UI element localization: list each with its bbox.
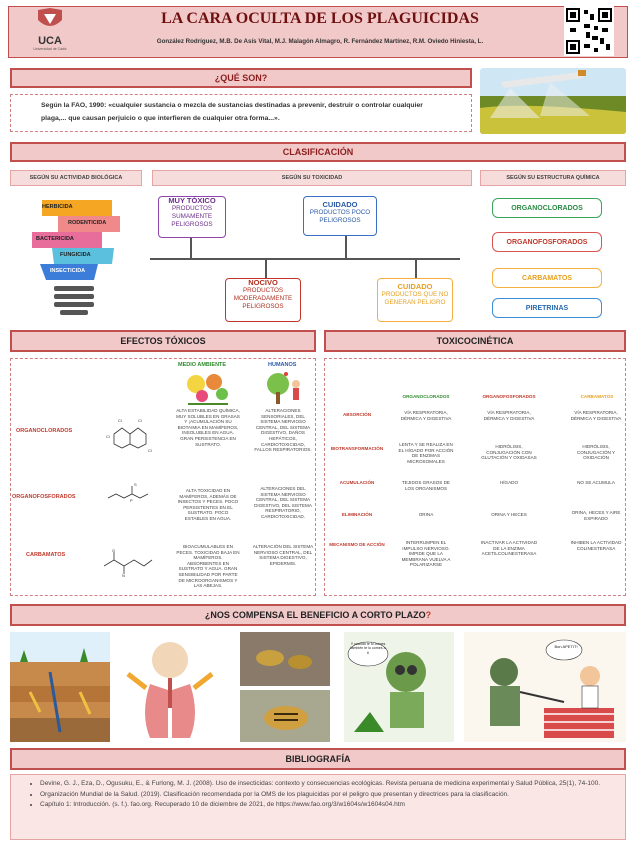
tk-row-name-2: BIOTRANSFORMACIÓN: [330, 446, 384, 451]
tox-muy-toxico-text: PRODUCTOS SUMAMENTE PELIGROSOS: [171, 205, 213, 228]
efectos-humanos-1: ALTERACIONES SENSORIALES, DEL SISTEMA NERVIOSO CENTRAL, DEL SISTEMA DIGESTIVO, DAÑOS HEPÁTICOS, CARDIOTOXICIDAD, FALLOS RESPIRATORIOS.: [254, 408, 312, 453]
tk-cell-4-2: ORINA Y HECES: [491, 512, 527, 517]
efectos-col-humanos: HUMANOS: [268, 362, 297, 368]
actividad-rodenticida: RODENTICIDA: [68, 220, 107, 226]
que-son-box: [10, 94, 472, 132]
actividad-insecticida: INSECTICIDA: [50, 268, 86, 274]
restaurant-spray-cartoon: [464, 632, 626, 742]
comic-bubble-text-1: Y cuando te lo comes también te lo comes a ti: [350, 642, 386, 655]
que-son-banner: [10, 68, 472, 88]
tox-cuidado-2-text: PRODUCTOS QUE NO GENERAN PELIGRO: [381, 291, 449, 306]
toxicity-tick-2: [345, 236, 347, 258]
tk-row-name-5: MECANISMO DE ACCIÓN: [329, 542, 385, 547]
efectos-banner: [10, 330, 316, 352]
tk-cell-2-3: HIDRÓLISIS, CONJUGACIÓN Y OXIDACIÓN: [576, 444, 616, 461]
tk-cell-5-2: INACTIVAR LA ACTIVIDAD DE LA ENZIMA ACETILCOLINESTERASA: [480, 540, 538, 557]
tox-cuidado-2: [377, 278, 453, 322]
svg-text:O: O: [112, 548, 116, 553]
svg-text:Cl: Cl: [118, 418, 122, 423]
university-logo: [28, 6, 72, 56]
sub-estructura: SEGÚN SU ESTRUCTURA QUÍMICA: [480, 170, 626, 186]
tk-col-2: ORGANOFOSFORADOS: [482, 394, 536, 399]
estructura-carbamatos: CARBAMATOS: [492, 268, 602, 288]
tk-cell-4-3: ORINA, HECES Y AIRE EXPIRADO: [571, 510, 621, 521]
molecule-organofosforados-icon: [104, 482, 154, 512]
tox-nocivo: [225, 278, 301, 322]
efectos-humanos-3: ALTERACIÓN DEL SISTEMA NERVIOSO CENTRAL, DEL SISTEMA DIGESTIVO, EPIDERMIS.: [252, 544, 314, 566]
efectos-row-name-2: ORGANOFOSFORADOS: [12, 494, 76, 500]
compensa-title: ¿NOS COMPENSA EL BENEFICIO A CORTO PLAZO: [204, 610, 426, 620]
logo-text: UCA: [38, 35, 62, 47]
clasificacion-banner: [10, 142, 626, 162]
toxicocinetica-title: TOXICOCINÉTICA: [436, 336, 514, 346]
environment-cartoon: [182, 370, 234, 406]
lungs-image: [120, 634, 220, 744]
tk-cell-3-2: HÍGADO: [499, 480, 519, 485]
tk-cell-5-3: INHIBEN LA ACTIVIDAD COLINESTERASA: [570, 540, 622, 551]
estructura-organoclorados: ORGANOCLORADOS: [492, 198, 602, 218]
tk-cell-3-1: TEJIDOS GRASOS DE LOS ORGANISMOS: [402, 480, 450, 491]
tk-cell-4-1: ORINA: [418, 512, 434, 517]
authors: González Rodríguez, M.B. De Asís Vital, M.J. Malagón Almagro, R. Fernández Martínez, R.M. Oviedo Hiniesta, L.: [156, 38, 484, 45]
tk-cell-1-2: VÍA RESPIRATORIA, DÉRMICA Y DIGESTIVA: [483, 410, 535, 421]
estructura-organofosforados: ORGANOFOSFORADOS: [492, 232, 602, 252]
sub-toxicidad: SEGÚN SU TOXICIDAD: [152, 170, 472, 186]
svg-text:Cl: Cl: [138, 418, 142, 423]
page-title: LA CARA OCULTA DE LOS PLAGUICIDAS: [161, 10, 479, 27]
crest-icon: [28, 6, 72, 32]
bibliografia-item-3: • Capítulo 1: Introducción. (s. f.). fao.org. Recuperado 10 de diciembre de 2021, de https://www.fao.org/3/w1604s/w1604s04.htm: [40, 801, 616, 810]
bibliografia-list: [22, 780, 616, 810]
que-son-text: Según la FAO, 1990: «cualquier sustancia o mezcla de sustancias destinadas a prevenir, destruir o controlar cualquier plaga,... que causan perjuicio o que interfieren de cualquier otra forma...».: [41, 102, 423, 122]
toxicity-tick-3: [265, 258, 267, 278]
tk-row-name-1: ABSORCIÓN: [342, 412, 372, 417]
tox-cuidado-2-title: CUIDADO: [397, 282, 433, 291]
tk-col-1: ORGANOCLORADOS: [402, 394, 450, 399]
crop-spraying-image: [480, 68, 626, 134]
bibliografia-item-1: • Devine, G. J., Eza, D., Ogusuku, E., & Furlong, M. J. (2008). Uso de insecticidas: contexto y consecuencias ecológicas. Revista peruana de medicina experimental y Salud Pública, 25(1), 74-100.: [40, 780, 616, 789]
svg-text:S: S: [134, 482, 137, 487]
tox-cuidado-1-title: CUIDADO: [322, 200, 358, 209]
toxicocinetica-banner: [324, 330, 626, 352]
molecule-carbamatos-icon: [100, 548, 156, 578]
compensa-banner: [10, 604, 626, 626]
tox-cuidado-1-text: PRODUCTOS POCO PELIGROSOS: [309, 209, 371, 224]
actividad-herbicida: HERBICIDA: [42, 204, 73, 210]
svg-text:P: P: [130, 498, 133, 503]
svg-text:Cl: Cl: [148, 448, 152, 453]
human-cartoon: [262, 370, 310, 406]
qr-code-icon: [564, 6, 614, 56]
tk-cell-5-1: INTERRUMPEN EL IMPULSO NERVIOSO. IMPIDE QUE LA MEMBRANA VUELVA A POLARIZARSE: [401, 540, 451, 568]
efectos-medio-1: ALTA ESTABILIDAD QUÍMICA, MUY SOLUBLES EN GRASAS Y ¡ACUMULACIÓN SU BIOTA!MIA EN MAMÍFEROS, INSOLUBLES EN AGUA. GRAN PERSISTENCIA EN SUSTRATO.: [176, 408, 240, 447]
soil-contamination-image: [10, 632, 110, 742]
tox-muy-toxico-title: MUY TÓXICO: [168, 196, 216, 205]
bibliografia-title: BIBLIOGRAFÍA: [285, 754, 351, 764]
sub-actividad: SEGÚN SU ACTIVIDAD BIOLÓGICA: [10, 170, 142, 186]
compensa-title-q: ?: [425, 610, 432, 620]
actividad-bactericida: BACTERICIDA: [36, 236, 74, 242]
tk-row-name-3: ACUMULACIÓN: [339, 480, 375, 485]
efectos-title: EFECTOS TÓXICOS: [120, 336, 206, 346]
toxicity-tick-4: [415, 258, 417, 278]
tox-cuidado-1: [303, 196, 377, 236]
efectos-row-name-3: CARBAMATOS: [26, 552, 66, 558]
logo-subtext: Universidad de Cádiz: [33, 47, 67, 51]
tox-muy-toxico: [158, 196, 226, 238]
molecule-organoclorados-icon: [104, 412, 154, 456]
tk-cell-1-3: VÍA RESPIRATORIA, DÉRMICA Y DIGESTIVA: [570, 410, 622, 421]
bibliografia-banner: [10, 748, 626, 770]
efectos-medio-3: BIOACUMULABLES EN PECES. TOXICIDAD BAJA EN MAMÍFEROS. ABSORBENTES EN SUSTRATO Y AGUA. GRAN SENSIBILIDAD POR PARTE DE MICROORGANISMOS Y LAS ABEJAS.: [176, 544, 240, 589]
bibliografia-item-2: • Organización Mundial de la Salud. (2019). Clasificación recomendada por la OMS de los plaguicidas por el peligro que presentan y directrices para la clasificación.: [40, 791, 616, 800]
qr-code: [564, 6, 614, 56]
svg-text:Cl: Cl: [106, 434, 110, 439]
actividad-fungicida: FUNGICIDA: [60, 252, 91, 258]
toxicity-axis-line: [150, 258, 460, 260]
dead-bees-image: [240, 632, 330, 742]
tox-nocivo-text: PRODUCTOS MODERADAMENTE PELIGROSOS: [233, 287, 293, 310]
tk-row-name-4: ELIMINACIÓN: [341, 512, 373, 517]
efectos-humanos-2: ALTERACIONES DEL SISTEMA NERVIOSO CENTRAL, DEL SISTEMA DIGESTIVO, DEL SISTEMA RESPIRATORIO, CARDIOTOXICIDAD.: [254, 486, 312, 519]
clasificacion-title: CLASIFICACIÓN: [282, 147, 354, 157]
tk-cell-1-1: VÍA RESPIRATORIA, DÉRMICA Y DIGESTIVA: [400, 410, 452, 421]
tox-nocivo-title: NOCIVO: [248, 278, 278, 287]
que-son-title: ¿QUÉ SON?: [214, 73, 268, 83]
efectos-row-name-1: ORGANOCLORADOS: [16, 428, 73, 434]
tk-cell-2-1: LENTA Y SE REALIZA EN EL HÍGADO POR ACCIÓN DE ENZIMAS MICROSOMALES: [398, 442, 454, 464]
crop-spraying-photo: [480, 68, 626, 134]
tk-cell-2-2: HIDRÓLISIS, CONJUGACIÓN CON GLUTACIÓN Y OXIDASAS: [481, 444, 537, 461]
comic-bubble-text-2: Bon APETIT!: [554, 644, 578, 649]
svg-text:N: N: [122, 573, 125, 578]
efectos-col-medio: MEDIO AMBIENTE: [178, 362, 227, 368]
tk-cell-3-3: NO SE ACUMULA: [577, 480, 615, 485]
toxicity-tick-1: [190, 236, 192, 258]
estructura-piretrinas: PIRETRINAS: [492, 298, 602, 318]
efectos-medio-2: ALTA TOXICIDAD EN MAMÍFEROS, ADEMÁS DE INSECTOS Y PECES. POCO PERSISTENTES EN EL SUSTRATO. POCO ESTABLES EN AGUA.: [177, 488, 239, 521]
tk-col-3: CARBAMATOS: [580, 394, 614, 399]
